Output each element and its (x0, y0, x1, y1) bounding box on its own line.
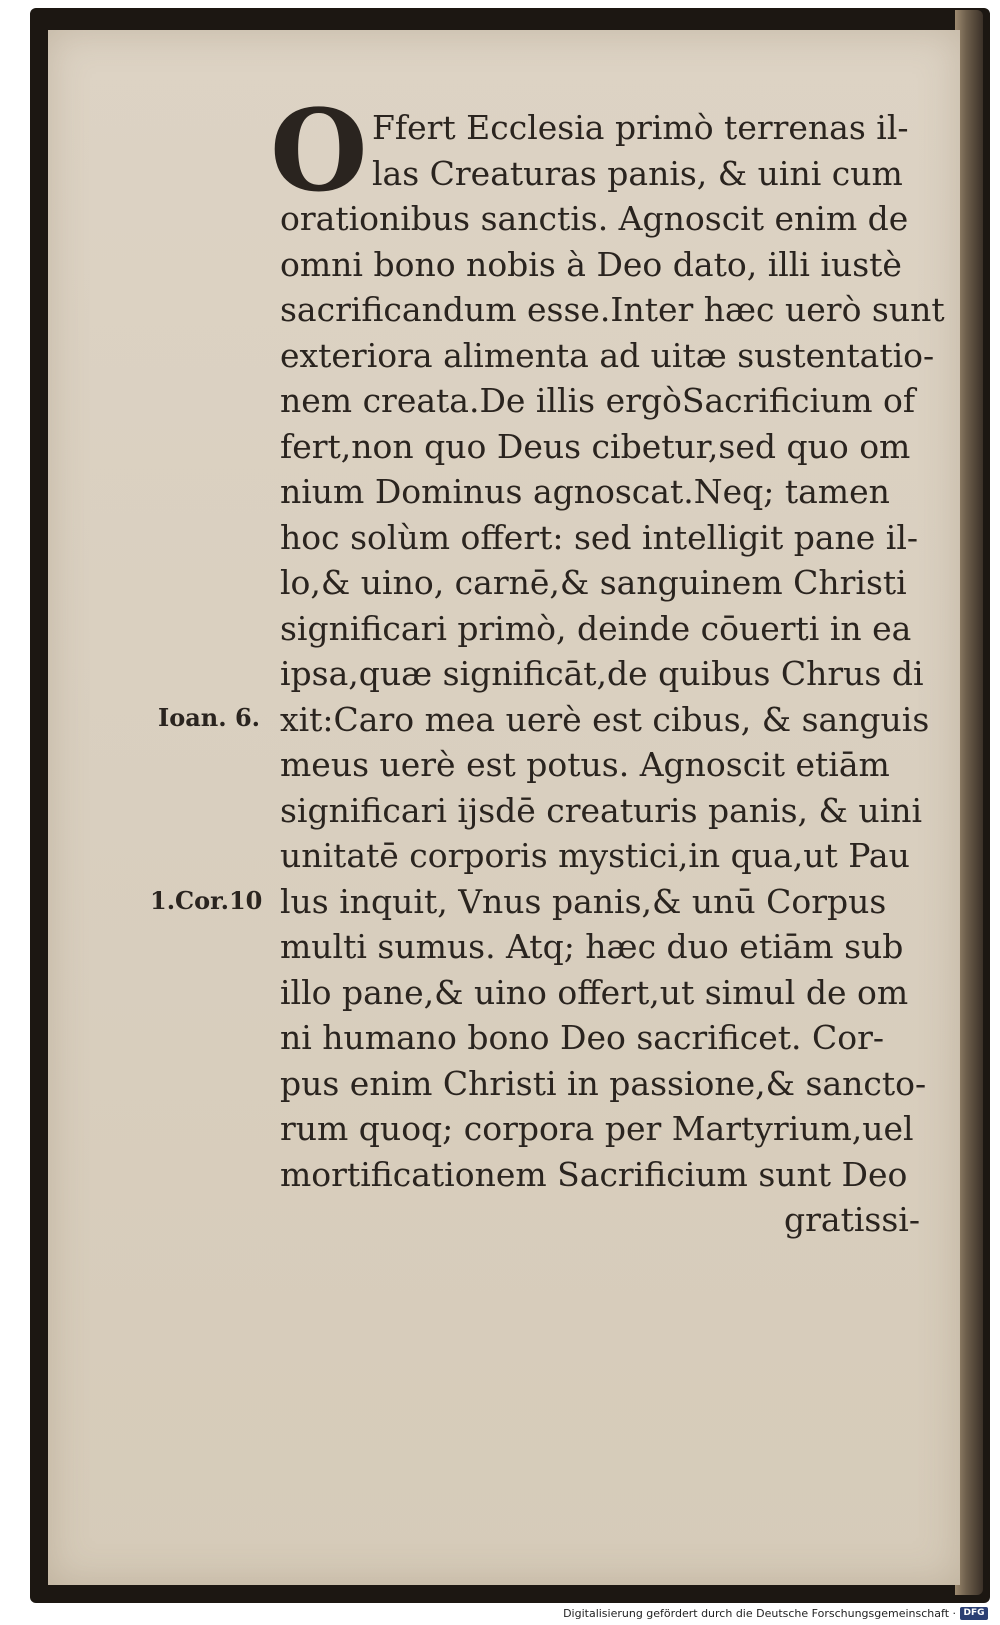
text-line: mortificationem Sacrificium sunt Deo (280, 1154, 908, 1194)
text-line: illo pane,& uino offert,ut simul de om (280, 972, 909, 1012)
text-line: ni humano bono Deo sacrificet. Cor- (280, 1018, 885, 1057)
text-line: significari ijsdē creaturis panis, & uini (280, 790, 923, 830)
text-line: exteriora alimenta ad uitæ sustentatio- (280, 335, 935, 375)
footer-credit: Digitalisierung gefördert durch die Deutsche Forschungsgemeinschaft · (563, 1607, 956, 1620)
text-line: fert,non quo Deus cibetur,sed quo om (280, 426, 911, 466)
text-line: las Creaturas panis, & uini cum (372, 153, 903, 193)
text-line: nium Dominus agnoscat.Neq; tamen (280, 472, 890, 511)
catchword: gratissi- (784, 1200, 920, 1239)
text-line: omni bono nobis à Deo dato, illi iustè (280, 244, 902, 284)
dfg-logo: DFG (960, 1607, 988, 1620)
text-line: meus uerè est potus. Agnoscit etiām (280, 745, 890, 784)
text-line: lo,& uino, carnē,& sanguinem Christi (280, 563, 907, 602)
text-line: Ffert Ecclesia primò terrenas il- (372, 108, 909, 147)
text-line: significari primò, deinde cōuerti in ea (280, 608, 912, 648)
drop-capital: O (270, 86, 368, 217)
text-line: hoc solùm offert: sed intelligit pane il- (280, 517, 919, 557)
text-line: multi sumus. Atq; hæc duo etiām sub (280, 927, 904, 966)
text-line: unitatē corporis mystici,in qua,ut Pau (280, 836, 910, 875)
text-line: ipsa,quæ significāt,de quibus Chrus di (280, 654, 924, 693)
text-line: orationibus sanctis. Agnoscit enim de (280, 199, 909, 238)
text-line: sacrificandum esse.Inter hæc uerò sunt (280, 290, 945, 329)
text-line: rum quoq; corpora per Martyrium,uel (280, 1109, 914, 1148)
margin-note-ioan: Ioan. 6. (158, 703, 260, 732)
text-line: pus enim Christi in passione,& sancto- (280, 1063, 927, 1103)
text-line: lus inquit, Vnus panis,& unū Corpus (280, 881, 887, 921)
text-line: nem creata.De illis ergòSacrificium of (280, 381, 916, 420)
body-text (280, 105, 945, 1243)
margin-note-cor: 1.Cor.10 (150, 886, 263, 915)
text-line: xit:Caro mea uerè est cibus, & sanguis (280, 699, 930, 739)
